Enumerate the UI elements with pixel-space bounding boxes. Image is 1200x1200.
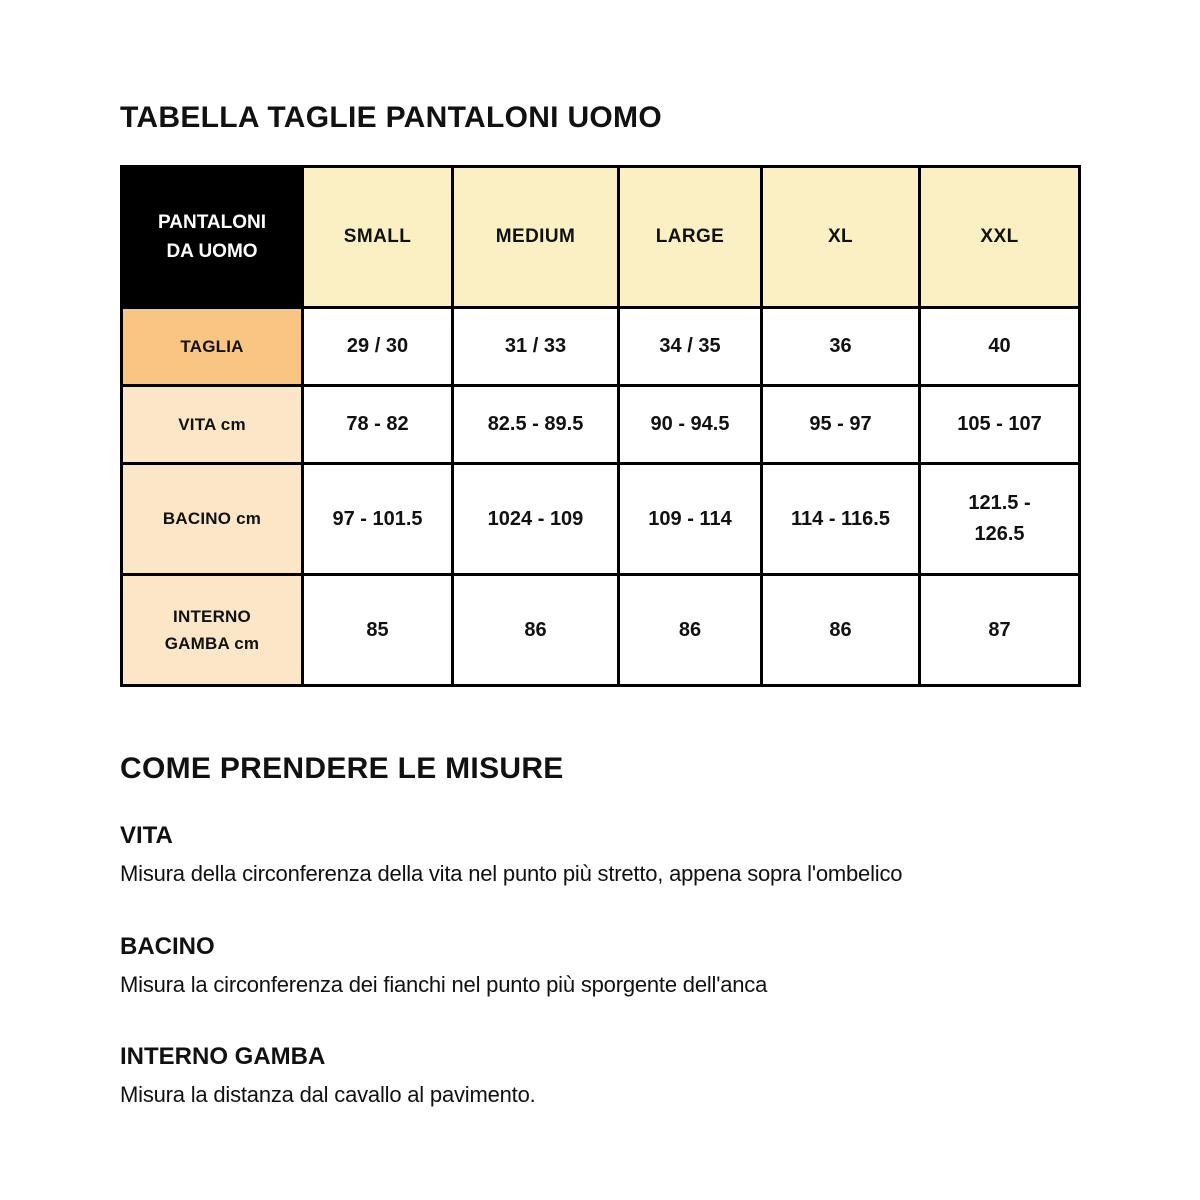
guide-term-bacino: BACINO — [120, 932, 215, 960]
cell-interno-small: 85 — [303, 575, 453, 686]
cell-interno-xxl: 87 — [920, 575, 1080, 686]
cell-taglia-xl: 36 — [762, 308, 920, 386]
row-label-interno-gamba: INTERNO GAMBA cm — [122, 575, 303, 686]
cell-taglia-medium: 31 / 33 — [453, 308, 619, 386]
size-table — [120, 165, 1081, 687]
guide-description-vita: Misura della circonferenza della vita nel punto più stretto, appena sopra l'ombelico — [120, 861, 903, 886]
guide-term-interno-gamba: INTERNO GAMBA — [120, 1043, 326, 1071]
column-header-medium: MEDIUM — [453, 167, 619, 308]
cell-taglia-xxl: 40 — [920, 308, 1080, 386]
cell-taglia-large: 34 / 35 — [619, 308, 762, 386]
table-row-vita — [122, 386, 1080, 464]
guide-item-interno-gamba — [120, 1043, 1090, 1110]
cell-bacino-xl: 114 - 116.5 — [762, 464, 920, 575]
table-header-row — [122, 167, 1080, 308]
table-row-taglia — [122, 308, 1080, 386]
guide-term-vita: VITA — [120, 822, 173, 849]
cell-interno-large: 86 — [619, 575, 762, 686]
cell-bacino-medium: 1024 - 109 — [453, 464, 619, 575]
guide-description-bacino: Misura la circonferenza dei fianchi nel punto più sporgente dell'anca — [120, 971, 768, 997]
cell-vita-medium: 82.5 - 89.5 — [453, 386, 619, 464]
column-header-large: LARGE — [619, 167, 762, 308]
cell-vita-small: 78 - 82 — [303, 386, 453, 464]
cell-interno-xl: 86 — [762, 575, 920, 686]
cell-vita-large: 90 - 94.5 — [619, 386, 762, 464]
cell-bacino-xxl: 121.5 - 126.5 — [920, 464, 1080, 575]
cell-bacino-large: 109 - 114 — [619, 464, 762, 575]
row-label-taglia: TAGLIA — [122, 308, 303, 386]
cell-interno-medium: 86 — [453, 575, 619, 686]
size-table-container — [120, 165, 1081, 687]
cell-vita-xxl: 105 - 107 — [920, 386, 1080, 464]
measure-guide-section — [120, 752, 1090, 1154]
cell-taglia-small: 29 / 30 — [303, 308, 453, 386]
table-row-bacino — [122, 464, 1080, 575]
measure-guide-heading: COME PRENDERE LE MISURE — [120, 752, 564, 785]
guide-item-vita — [120, 822, 1090, 889]
row-label-bacino: BACINO cm — [122, 464, 303, 575]
guide-item-bacino — [120, 933, 1090, 1000]
column-header-xl: XL — [762, 167, 920, 308]
table-row-interno-gamba — [122, 575, 1080, 686]
column-header-small: SMALL — [303, 167, 453, 308]
guide-description-interno-gamba: Misura la distanza dal cavallo al pavimento. — [120, 1082, 536, 1108]
page-title: TABELLA TAGLIE PANTALONI UOMO — [120, 101, 662, 134]
cell-bacino-small: 97 - 101.5 — [303, 464, 453, 575]
row-label-vita: VITA cm — [122, 386, 303, 464]
column-header-xxl: XXL — [920, 167, 1080, 308]
table-corner-label: PANTALONI DA UOMO — [122, 167, 303, 308]
cell-vita-xl: 95 - 97 — [762, 386, 920, 464]
